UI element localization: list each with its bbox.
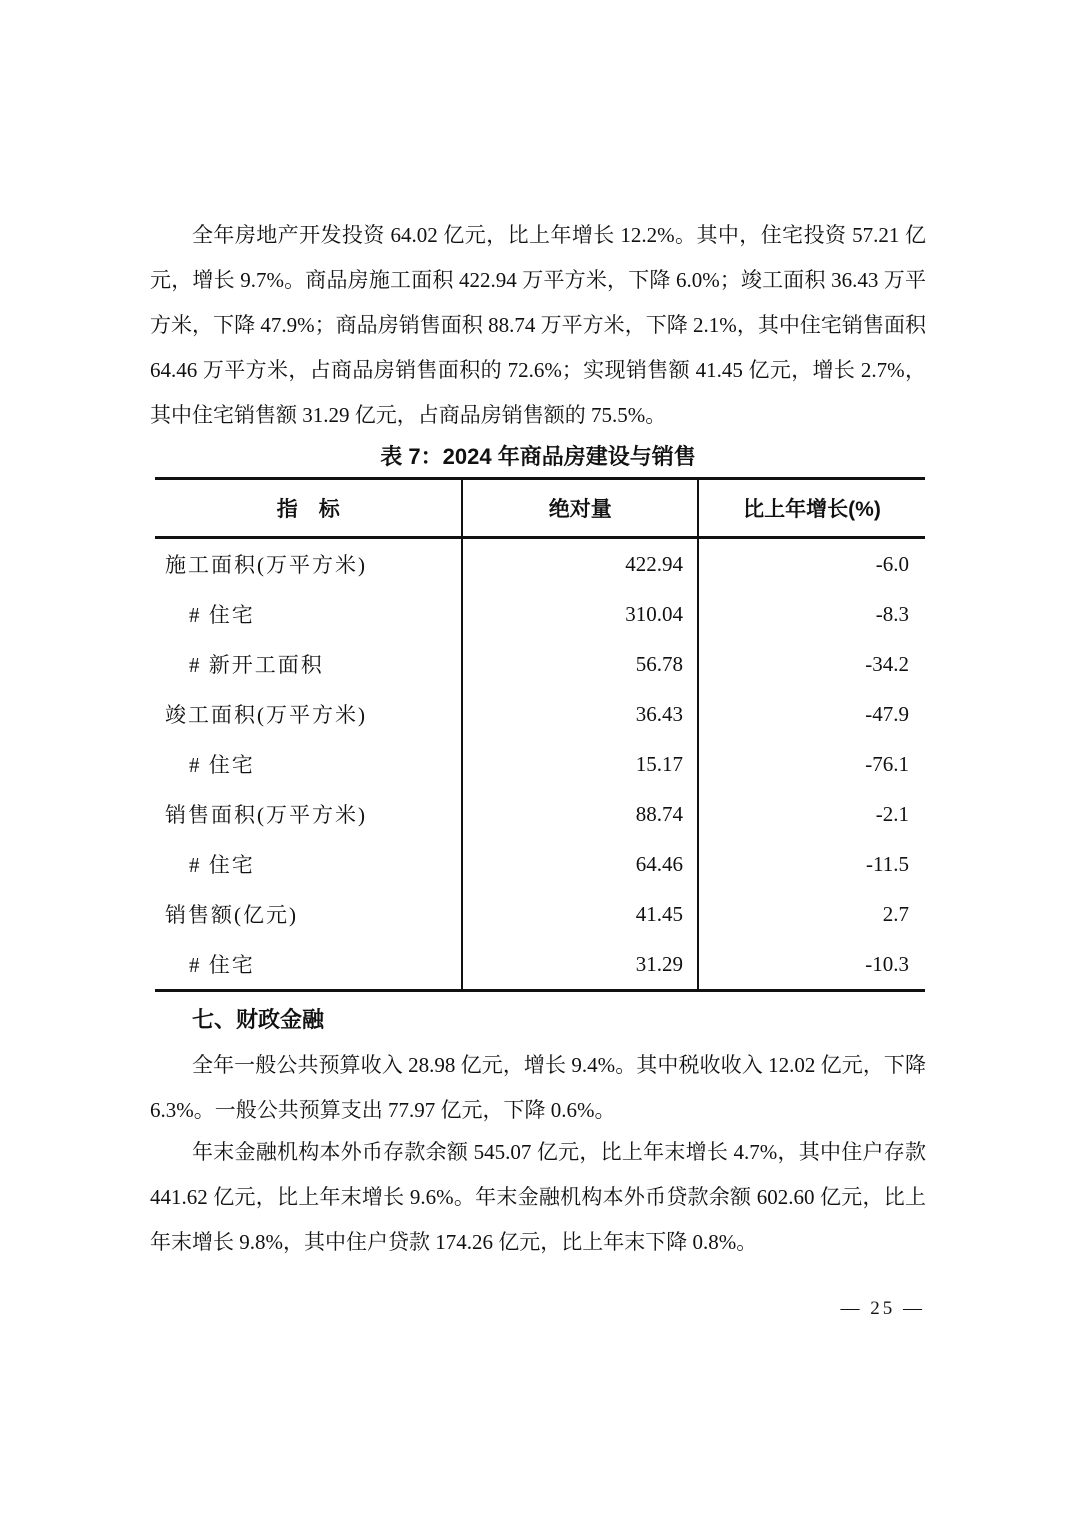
table-row bbox=[155, 889, 925, 939]
cell-absolute: 56.78 bbox=[462, 639, 698, 689]
cell-indicator: # 新开工面积 bbox=[189, 653, 324, 677]
table-row bbox=[155, 639, 925, 689]
paragraph-public-budget: 全年一般公共预算收入 28.98 亿元，增长 9.4%。其中税收收入 12.02 亿元，下降 6.3%。一般公共预算支出 77.97 亿元，下降 0.6%。 bbox=[150, 1053, 926, 1122]
cell-indicator: # 住宅 bbox=[189, 953, 255, 977]
cell-indicator: 销售面积(万平方米) bbox=[165, 803, 367, 827]
cell-growth: -11.5 bbox=[698, 839, 925, 889]
cell-growth: -34.2 bbox=[698, 639, 925, 689]
table7 bbox=[155, 477, 925, 992]
header-growth-over-previous-year: 比上年增长(%) bbox=[698, 479, 925, 538]
cell-absolute: 88.74 bbox=[462, 789, 698, 839]
table-row bbox=[155, 739, 925, 789]
table7-body bbox=[155, 538, 925, 991]
cell-growth: -76.1 bbox=[698, 739, 925, 789]
cell-absolute: 41.45 bbox=[462, 889, 698, 939]
cell-indicator: # 住宅 bbox=[189, 603, 255, 627]
table-row bbox=[155, 939, 925, 991]
cell-indicator: # 住宅 bbox=[189, 853, 255, 877]
cell-growth: -10.3 bbox=[698, 939, 925, 991]
paragraph-financial-institutions: 年末金融机构本外币存款余额 545.07 亿元，比上年末增长 4.7%，其中住户存款 441.62 亿元，比上年末增长 9.6%。年末金融机构本外币贷款余额 602.60 亿元，比上年末增长 9.8%，其中住户贷款 174.26 亿元，比上年末下降 0.8%。 bbox=[150, 1140, 926, 1254]
cell-absolute: 31.29 bbox=[462, 939, 698, 991]
cell-indicator: 施工面积(万平方米) bbox=[165, 553, 367, 577]
cell-indicator: # 住宅 bbox=[189, 753, 255, 777]
cell-growth: 2.7 bbox=[698, 889, 925, 939]
table-row bbox=[155, 538, 925, 590]
cell-absolute: 15.17 bbox=[462, 739, 698, 789]
header-indicator: 指 标 bbox=[155, 479, 462, 538]
cell-absolute: 310.04 bbox=[462, 589, 698, 639]
cell-absolute: 64.46 bbox=[462, 839, 698, 889]
table-row bbox=[155, 689, 925, 739]
header-absolute-amount: 绝对量 bbox=[462, 479, 698, 538]
cell-growth: -8.3 bbox=[698, 589, 925, 639]
cell-absolute: 422.94 bbox=[462, 538, 698, 590]
table-header-row bbox=[155, 479, 925, 538]
table-row bbox=[155, 589, 925, 639]
cell-absolute: 36.43 bbox=[462, 689, 698, 739]
cell-indicator: 销售额(亿元) bbox=[165, 903, 298, 927]
cell-growth: -2.1 bbox=[698, 789, 925, 839]
table-row bbox=[155, 839, 925, 889]
cell-indicator: 竣工面积(万平方米) bbox=[165, 703, 367, 727]
paragraph-real-estate: 全年房地产开发投资 64.02 亿元，比上年增长 12.2%。其中，住宅投资 57.21 亿元，增长 9.7%。商品房施工面积 422.94 万平方米，下降 6.0%；竣工面积 36.43 万平方米，下降 47.9%；商品房销售面积 88.74 万平方米，下降 2.1%，其中住宅销售面积 64.46 万平方米，占商品房销售面积的 72.6%；实现销售额 41.45 亿元，增长 2.7%，其中住宅销售额 31.29 亿元，占商品房销售额的 75.5%。 bbox=[150, 223, 926, 427]
cell-growth: -47.9 bbox=[698, 689, 925, 739]
table7-title: 表 7：2024 年商品房建设与销售 bbox=[380, 444, 696, 469]
table-row bbox=[155, 789, 925, 839]
cell-growth: -6.0 bbox=[698, 538, 925, 590]
page-content bbox=[150, 0, 926, 1520]
page-number: — 25 — bbox=[840, 1298, 925, 1319]
section-heading-fiscal-finance: 七、财政金融 bbox=[192, 1007, 325, 1032]
table7-head bbox=[155, 479, 925, 538]
